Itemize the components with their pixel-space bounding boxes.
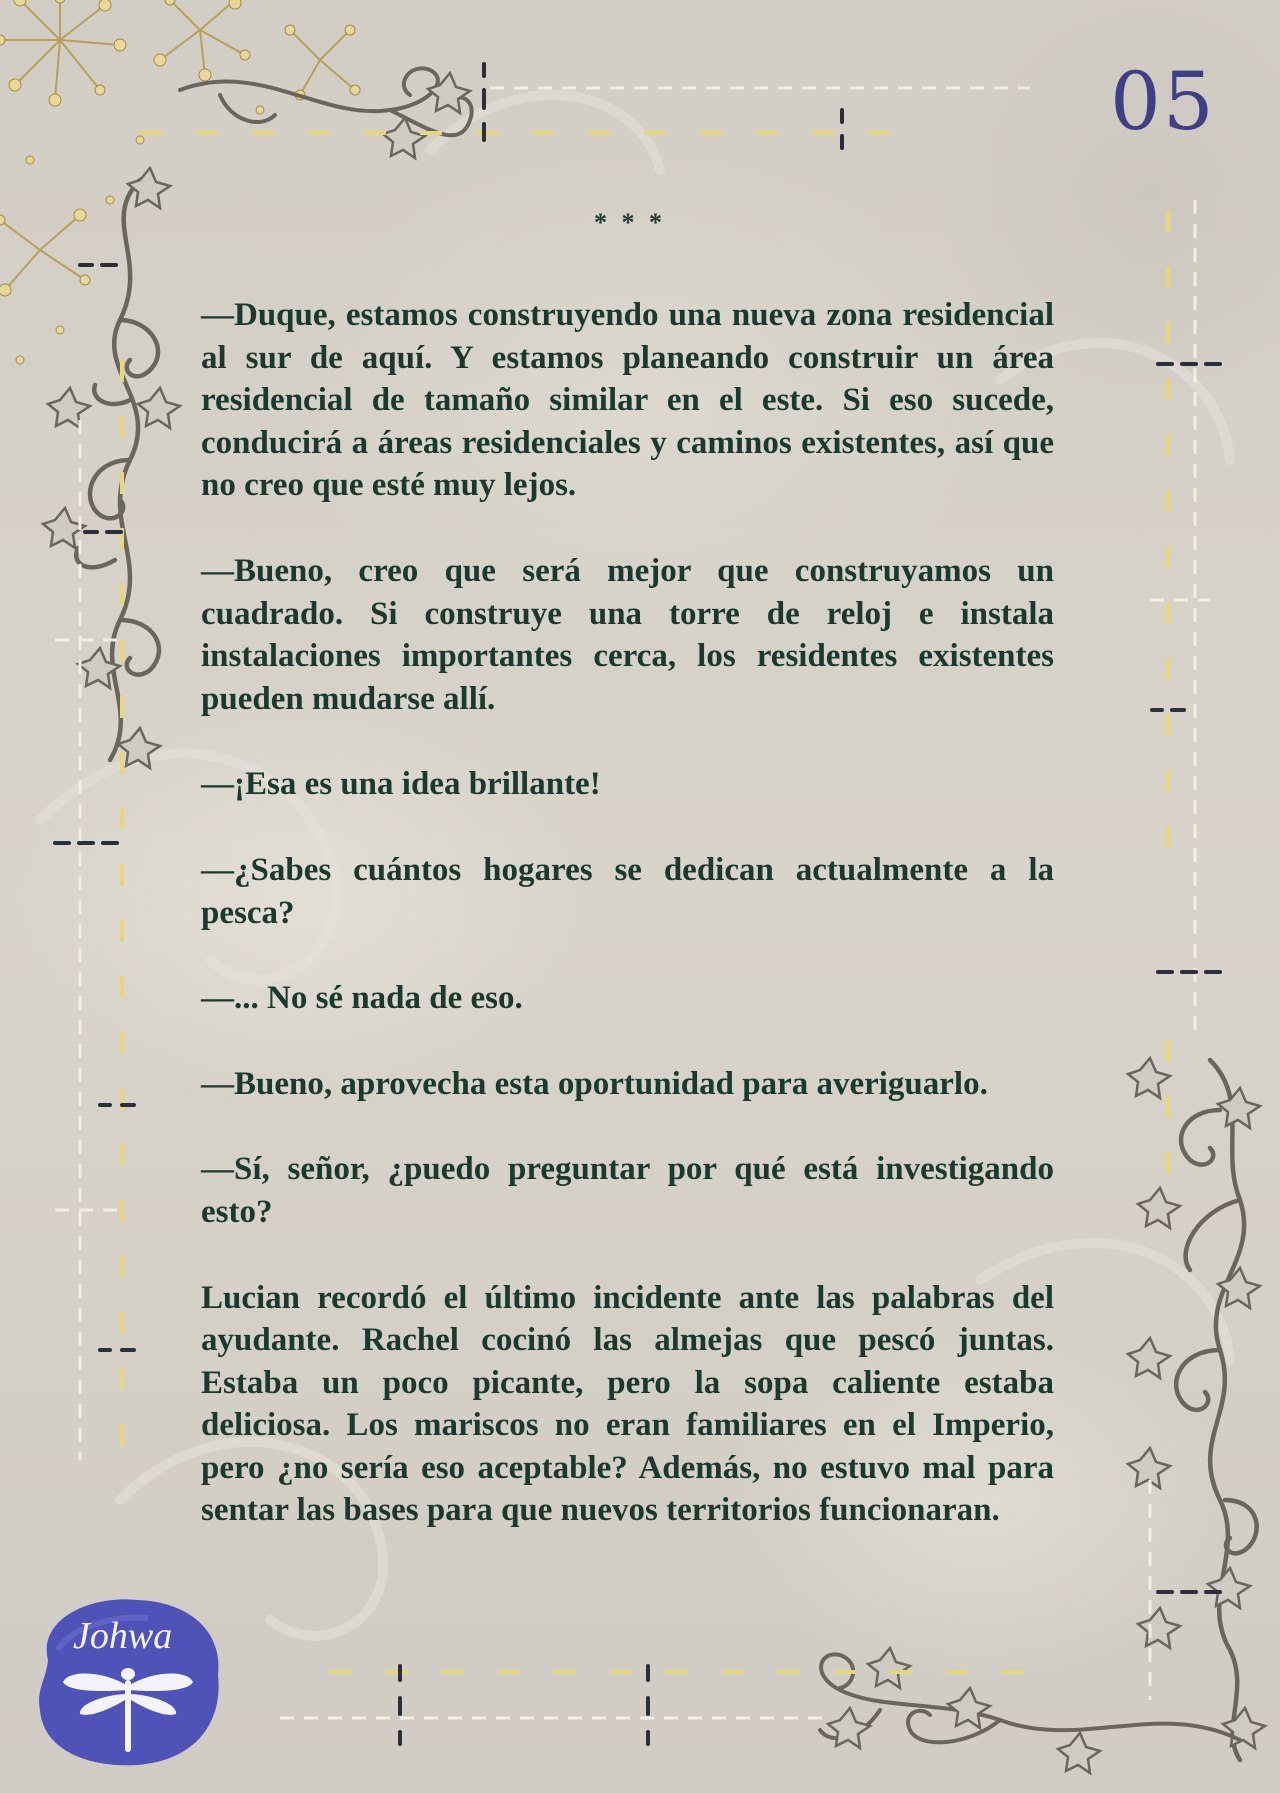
dried-flowers-illustration	[0, 0, 355, 290]
johwa-logo	[28, 1590, 228, 1770]
paragraph-5: —... No sé nada de eso.	[201, 980, 523, 1017]
logo-text: Johwa	[73, 1615, 173, 1657]
body-text	[201, 294, 1054, 1575]
scene-separator: * * *	[594, 208, 666, 237]
paragraph-1: —Duque, estamos construyendo una nueva zona residencial al sur de aquí. Y estamos planeando construir un área residencial de tamaño similar en el este. Si eso sucede, conducirá a áreas residenciales y caminos existentes, así que no creo que esté muy lejos.	[201, 297, 1054, 504]
paragraph-7: —Sí, señor, ¿puedo preguntar por qué está investigando esto?	[201, 1151, 1054, 1230]
paragraph-3: —¡Esa es una idea brillante!	[201, 766, 601, 803]
paragraph-8: Lucian recordó el último incidente ante las palabras del ayudante. Rachel cocinó las almejas que pescó juntas. Estaba un poco picante, pero la sopa caliente estaba deliciosa. Los mariscos no eran familiares en el Imperio, pero ¿no sería eso aceptable? Además, no estuvo mal para sentar las bases para que nuevos territorios funcionaran.	[201, 1279, 1054, 1529]
paragraph-4: —¿Sabes cuántos hogares se dedican actualmente a la pesca?	[201, 851, 1054, 931]
page-number: 05	[1110, 55, 1216, 148]
paragraph-2: —Bueno, creo que será mejor que construyamos un cuadrado. Si construye una torre de reloj e instala instalaciones importantes cerca, los residentes existentes pueden mudarse allí.	[201, 552, 1054, 717]
paragraph-6: —Bueno, aprovecha esta oportunidad para averiguarlo.	[201, 1065, 988, 1102]
